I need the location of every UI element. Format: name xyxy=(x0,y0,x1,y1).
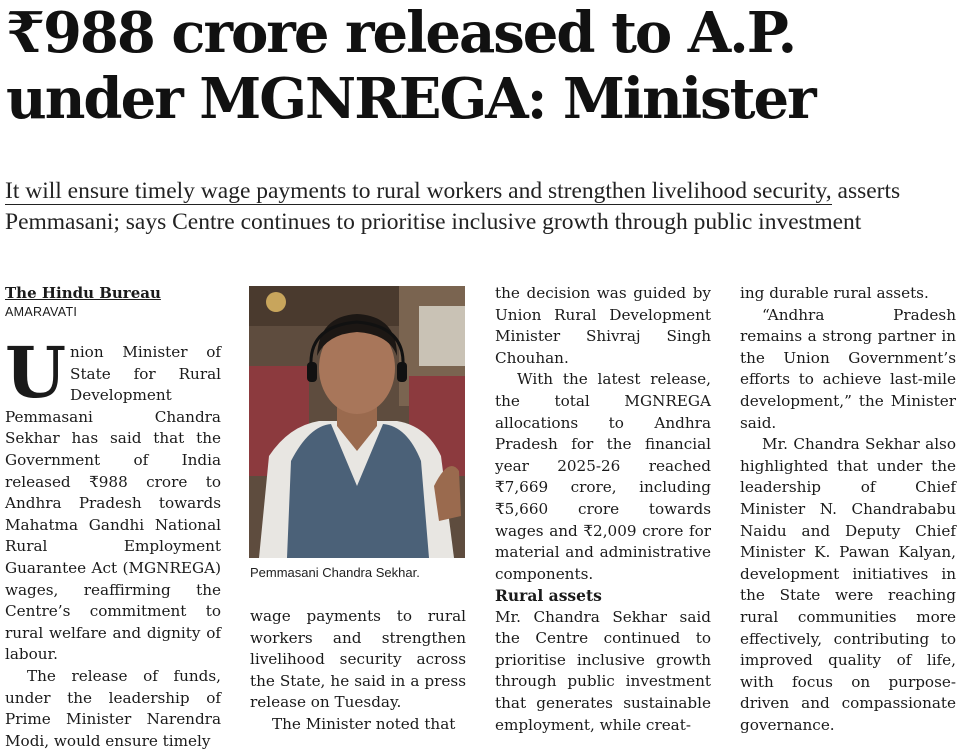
paragraph-5: Mr. Chandra Sekhar said the Centre continued to prioritise inclusive growth through public investment that generates sustainable employment, while creat- xyxy=(495,607,711,734)
column-2 xyxy=(250,606,466,736)
byline: The Hindu Bureau xyxy=(5,284,161,302)
paragraph-5-continued: ing durable rural assets. xyxy=(740,284,929,302)
person-photo-icon xyxy=(249,286,465,558)
paragraph-2-continued: wage payments to rural workers and strengthen livelihood security across the State, he said in a press release on Tuesday. xyxy=(250,607,466,712)
headline xyxy=(6,0,956,132)
column-1 xyxy=(5,283,221,752)
dateline: AMARAVATI xyxy=(5,305,78,319)
column-3 xyxy=(495,283,711,585)
photo-caption: Pemmasani Chandra Sekhar. xyxy=(250,565,420,580)
paragraph-3-continued: the decision was guided by Union Rural Development Minister Shivraj Singh Chouhan. xyxy=(495,284,711,367)
paragraph-2: The release of funds, under the leadership of Prime Minister Narendra Modi, would ensure timely xyxy=(5,666,221,750)
paragraph-4: With the latest release, the total MGNREGA allocations to Andhra Pradesh for the financial year 2025-26 reached ₹7,669 crore, including ₹5,660 crore towards wages and ₹2,009 crore for material and administrative components. xyxy=(495,370,711,583)
column-3-lower xyxy=(495,585,711,736)
deck-rest: asserts Pemmasani; says Centre continues to prioritise inclusive growth through public investment xyxy=(5,178,901,235)
paragraph-7: Mr. Chandra Sekhar also highlighted that under the leadership of Chief Minister N. Chandrababu Naidu and Deputy Chief Minister K. Pawan Kalyan, development initiatives in the State were reaching rural communities more effectively, contributing to improved quality of life, with focus on purpose-driven and compassionate governance. xyxy=(740,435,956,734)
headline-line-2: under MGNREGA: Minister xyxy=(6,66,815,132)
deck-underlined: It will ensure timely wage payments to rural workers and strengthen livelihood security, xyxy=(5,178,832,204)
paragraph-3: The Minister noted that xyxy=(272,714,456,733)
deck xyxy=(5,176,955,238)
paragraph-6: “Andhra Pradesh remains a strong partner in the Union Government’s efforts to achieve last-mile development,” the Minister said. xyxy=(740,305,956,432)
paragraph-1-text: nion Minister of State for Rural Development Pemmasani Chandra Sekhar has said that the Government of India released ₹988 crore to Andhra Pradesh towards Mahatma Gandhi National Rural Employment Guarantee Act (MGNREGA) wages, reaffirming the Centre’s commitment to rural welfare and dignity of labour. xyxy=(5,343,221,664)
subhead: Rural assets xyxy=(495,586,602,605)
paragraph-1 xyxy=(5,331,221,666)
column-4 xyxy=(740,283,956,736)
headline-line-1: ₹988 crore released to A.P. xyxy=(6,0,796,66)
drop-cap: U xyxy=(5,331,67,414)
photo xyxy=(249,286,465,558)
